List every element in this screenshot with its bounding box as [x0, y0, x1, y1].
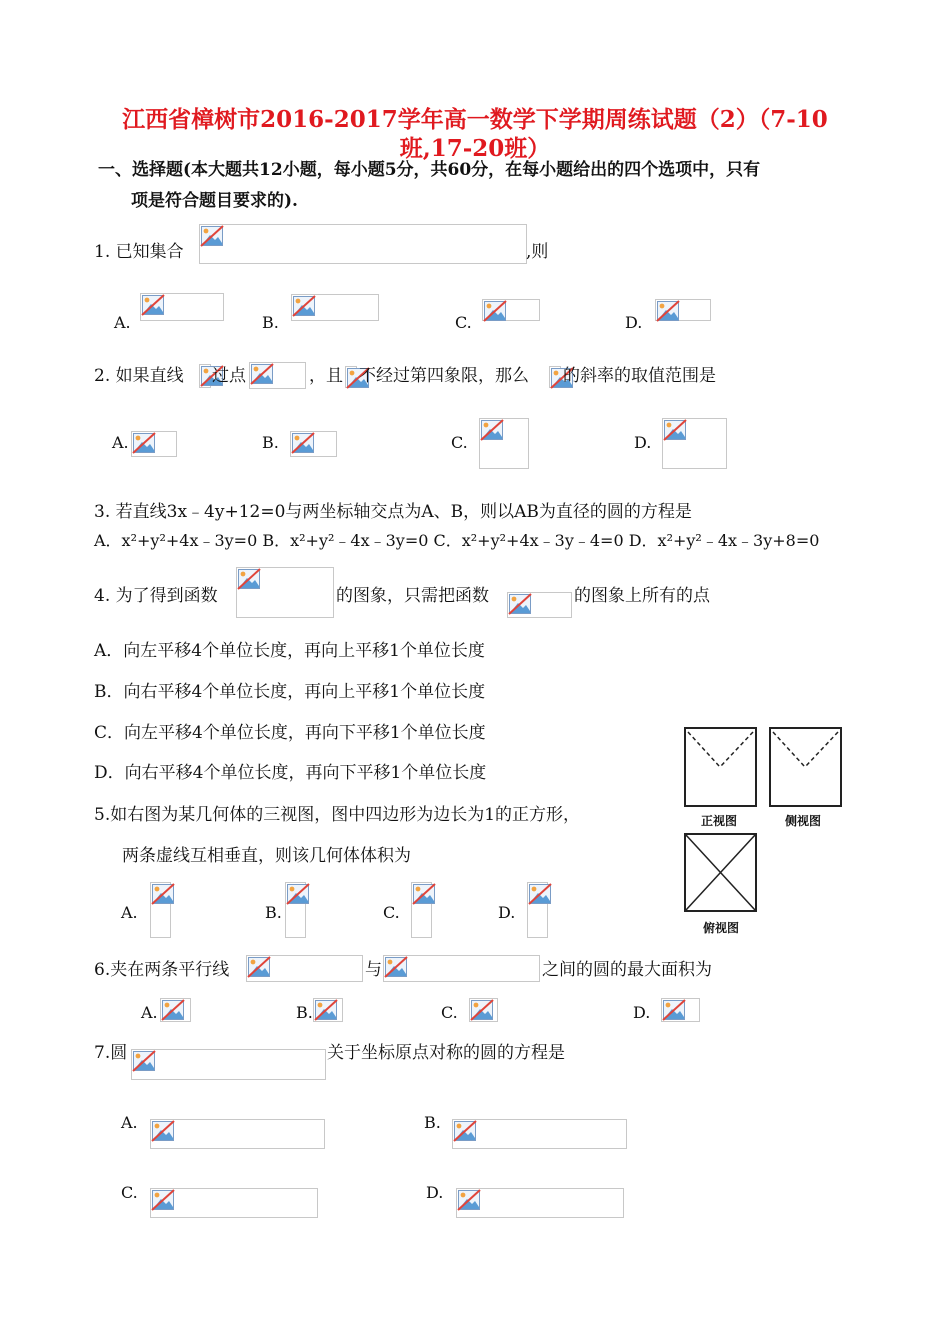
q6-option-b: B.: [296, 1003, 313, 1022]
broken-image-icon: [655, 299, 711, 321]
broken-image-icon: [452, 1119, 627, 1149]
q1-option-b: B.: [262, 313, 279, 332]
broken-image-icon: [131, 1049, 326, 1080]
question-5-stem: 5.如右图为某几何体的三视图，图中四边形为边长为1的正方形，: [94, 805, 581, 825]
question-2-text: 的斜率的取值范围是: [563, 366, 716, 386]
broken-image-icon: [411, 882, 432, 938]
broken-image-icon: [150, 882, 171, 938]
question-6-stem: 6.夹在两条平行线: [94, 960, 230, 980]
question-2-text: 不经过第四象限，那么: [359, 366, 529, 386]
side-view-figure: [769, 727, 842, 807]
front-view-label: 正视图: [701, 814, 738, 828]
side-view-label: 侧视图: [785, 814, 822, 828]
question-7-stem: 7.圆: [94, 1043, 128, 1063]
q4-option-d: D．向右平移4个单位长度，再向下平移1个单位长度: [94, 763, 487, 783]
q7-option-b: B.: [424, 1113, 441, 1132]
question-3-stem: 3. 若直线3x﹣4y+12=0与两坐标轴交点为A、B，则以AB为直径的圆的方程是: [94, 502, 692, 522]
page-title: 江西省樟树市2016-2017学年高一数学下学期周练试题（2）（7-10: [122, 106, 828, 133]
question-7-text: 关于坐标原点对称的圆的方程是: [327, 1043, 565, 1063]
q6-option-d: D.: [633, 1003, 651, 1022]
broken-image-icon: [140, 293, 224, 321]
broken-image-icon: [236, 567, 334, 618]
broken-image-icon: [479, 418, 529, 469]
q2-option-c: C.: [451, 433, 468, 452]
broken-image-icon: [662, 418, 727, 469]
broken-image-icon: [313, 998, 343, 1022]
q5-option-b: B.: [265, 903, 282, 922]
question-1-suffix: ,则: [526, 242, 549, 262]
q7-option-a: A.: [121, 1113, 138, 1132]
broken-image-icon: [507, 592, 572, 618]
q7-option-d: D.: [426, 1183, 444, 1202]
q1-option-d: D.: [625, 313, 643, 332]
broken-image-icon: [199, 224, 527, 264]
broken-image-icon: [249, 362, 306, 389]
top-view-label: 俯视图: [703, 921, 740, 935]
broken-image-icon: [527, 882, 548, 938]
broken-image-icon: [456, 1188, 624, 1218]
section-heading-cont: 项是符合题目要求的).: [131, 191, 298, 211]
q1-option-c: C.: [455, 313, 472, 332]
question-1-stem: 1. 已知集合: [94, 242, 184, 262]
q6-option-a: A.: [141, 1003, 158, 1022]
q2-option-a: A.: [112, 433, 129, 452]
question-6-text: 之间的圆的最大面积为: [542, 960, 712, 980]
question-3-options: A．x²+y²+4x﹣3y=0 B．x²+y²﹣4x﹣3y=0 C．x²+y²+4x﹣3y﹣4=0 D．x²+y²﹣4x﹣3y+8=0: [94, 531, 820, 550]
question-4-stem: 4. 为了得到函数: [94, 586, 218, 606]
broken-image-icon: [661, 998, 700, 1022]
broken-image-icon: [290, 431, 337, 457]
broken-image-icon: [150, 1188, 318, 1218]
q6-option-c: C.: [441, 1003, 458, 1022]
broken-image-icon: [131, 431, 177, 457]
q7-option-c: C.: [121, 1183, 138, 1202]
broken-image-icon: [291, 294, 379, 321]
page-title-cont: 班,17-20班）: [399, 135, 551, 162]
q2-option-d: D.: [634, 433, 652, 452]
broken-image-icon: [199, 364, 211, 388]
q4-option-a: A．向左平移4个单位长度，再向上平移1个单位长度: [94, 641, 485, 661]
question-6-text: 与: [365, 960, 382, 980]
broken-image-icon: [549, 366, 561, 388]
broken-image-icon: [383, 955, 540, 982]
broken-image-icon: [482, 299, 540, 321]
q1-option-a: A.: [114, 313, 131, 332]
top-view-figure: [684, 833, 757, 912]
question-2-text: ，且: [309, 366, 343, 386]
broken-image-icon: [246, 955, 363, 982]
broken-image-icon: [160, 998, 191, 1022]
question-2-text: 过点: [212, 366, 246, 386]
broken-image-icon: [469, 998, 498, 1022]
q2-option-b: B.: [262, 433, 279, 452]
q5-option-a: A.: [121, 903, 138, 922]
question-4-text: 的图象，只需把函数: [336, 586, 489, 606]
q5-option-c: C.: [383, 903, 400, 922]
question-5-stem-cont: 两条虚线互相垂直，则该几何体体积为: [122, 846, 411, 866]
section-heading: 一、选择题(本大题共12小题，每小题5分，共60分，在每小题给出的四个选项中，只有: [98, 160, 761, 180]
broken-image-icon: [345, 366, 357, 388]
question-4-text: 的图象上所有的点: [574, 586, 710, 606]
question-2-stem: 2. 如果直线: [94, 366, 184, 386]
q5-option-d: D.: [498, 903, 516, 922]
front-view-figure: [684, 727, 757, 807]
broken-image-icon: [150, 1119, 325, 1149]
q4-option-c: C．向左平移4个单位长度，再向下平移1个单位长度: [94, 723, 486, 743]
q4-option-b: B．向右平移4个单位长度，再向上平移1个单位长度: [94, 682, 486, 702]
broken-image-icon: [285, 882, 306, 938]
